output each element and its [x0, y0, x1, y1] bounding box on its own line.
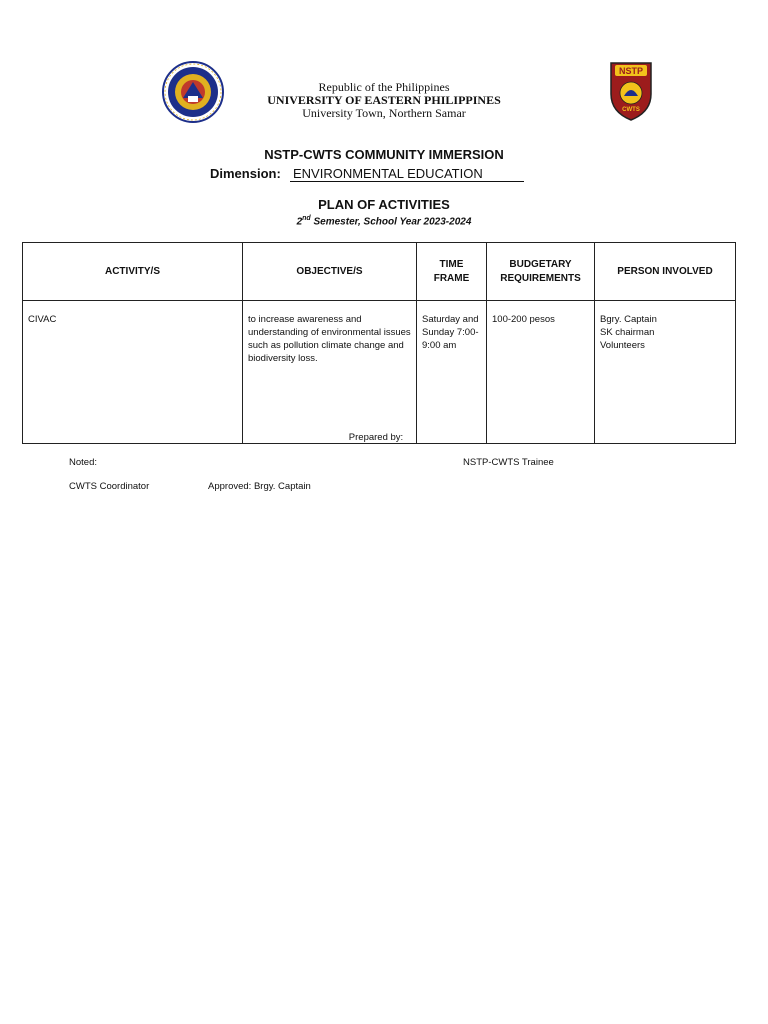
header-time-frame: TIME FRAME	[417, 243, 487, 301]
trainee-label: NSTP-CWTS Trainee	[463, 457, 554, 468]
header-objective: OBJECTIVE/S	[243, 243, 417, 301]
cell-time-frame: Saturday and Sunday 7:00-9:00 am	[417, 301, 487, 444]
cell-budget: 100-200 pesos	[487, 301, 595, 444]
person-item: Bgry. Captain	[600, 314, 657, 325]
header-address: University Town, Northern Samar	[302, 106, 466, 120]
dimension-value: ENVIRONMENTAL EDUCATION	[290, 166, 524, 182]
dimension-label: Dimension:	[210, 166, 281, 181]
person-item: SK chairman	[600, 327, 655, 338]
person-item: Volunteers	[600, 340, 645, 351]
badge-bottom-text: CWTS	[622, 107, 640, 113]
header-person-involved: PERSON INVOLVED	[595, 243, 736, 301]
cell-activity: CIVAC	[23, 301, 243, 444]
plan-title: PLAN OF ACTIVITIES	[318, 197, 450, 212]
header-budget: BUDGETARY REQUIREMENTS	[487, 243, 595, 301]
table-row	[23, 301, 736, 444]
approved-label: Approved: Brgy. Captain	[208, 481, 311, 492]
coordinator-label: CWTS Coordinator	[69, 481, 150, 492]
header-university: UNIVERSITY OF EASTERN PHILIPPINES	[267, 93, 501, 107]
cell-persons	[595, 301, 736, 444]
document-title: NSTP-CWTS COMMUNITY IMMERSION	[264, 147, 504, 162]
prepared-by-label: Prepared by:	[348, 432, 404, 443]
nstp-cwts-badge-logo	[607, 60, 655, 122]
noted-label: Noted:	[69, 457, 97, 468]
semester-line: 2nd Semester, School Year 2023-2024	[296, 215, 472, 228]
badge-top-text: NSTP	[618, 66, 644, 76]
header-republic: Republic of the Philippines	[318, 80, 450, 94]
cell-objective: to increase awareness and understanding of environmental issues such as pollution climate change and biodiversity loss.	[243, 301, 417, 444]
header-activity: ACTIVITY/S	[23, 243, 243, 301]
table-header-row	[23, 243, 736, 301]
plan-table	[22, 242, 736, 444]
